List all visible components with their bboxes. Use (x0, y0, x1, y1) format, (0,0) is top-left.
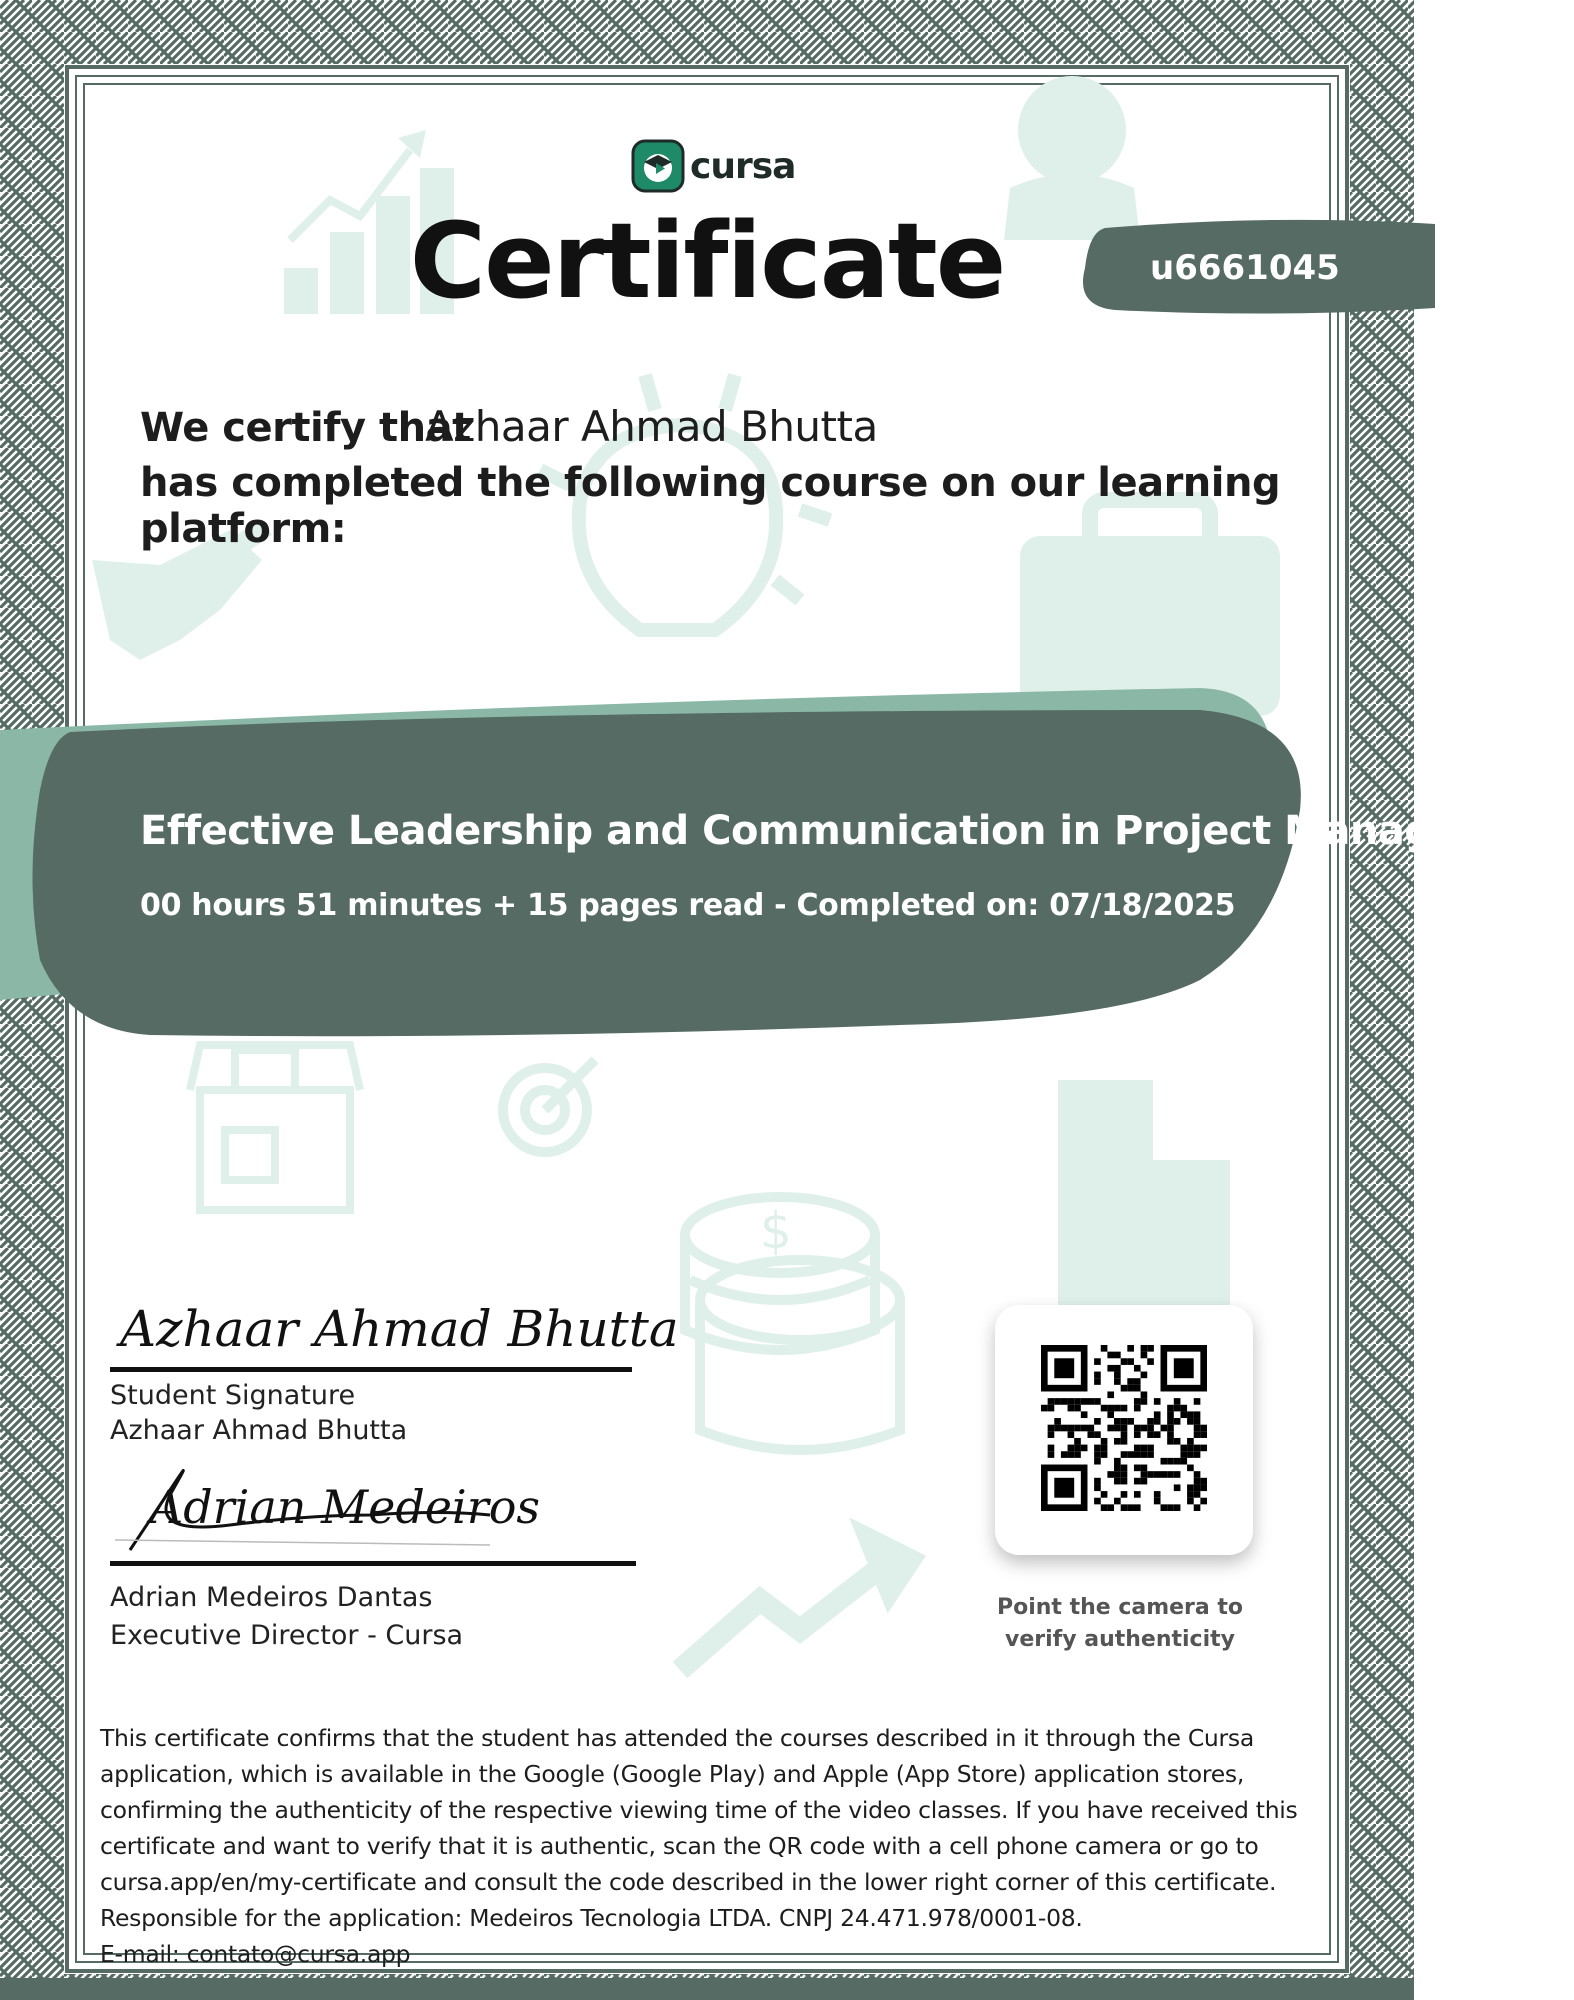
director-signature-line (110, 1561, 636, 1566)
director-name: Adrian Medeiros Dantas (110, 1582, 433, 1613)
course-name: Effective Leadership and Communication in Project Management (140, 808, 1574, 854)
storefront-icon (190, 1045, 360, 1210)
completed-line: has completed the following course on our learning platform: (140, 460, 1281, 552)
footer-disclaimer (100, 1720, 1310, 1972)
student-signature-line (110, 1367, 632, 1372)
buildings-icon (1058, 1080, 1230, 1330)
qr-caption-line1: Point the camera to (996, 1595, 1244, 1620)
footer-line: This certificate confirms that the student has attended the courses described in it through the Cursa (100, 1724, 1254, 1752)
student-signature-label: Student Signature (110, 1380, 356, 1411)
student-signature-name: Azhaar Ahmad Bhutta (110, 1415, 408, 1446)
footer-line: cursa.app/en/my-certificate and consult the code described in the lower right corner of this certificate. (100, 1868, 1277, 1896)
director-signature-script: Adrian Medeiros (150, 1480, 541, 1534)
course-duration: 00 hours 51 minutes + 15 pages read - Completed on: 07/18/2025 (140, 888, 1236, 923)
footer-line: certificate and want to verify that it is authentic, scan the QR code with a cell phone camera or go to (100, 1832, 1259, 1860)
coins-icon (685, 1197, 900, 1450)
certificate-code: u6661045 (1150, 248, 1340, 288)
student-name: Azhaar Ahmad Bhutta (425, 402, 878, 451)
cursa-logo-icon (632, 140, 684, 192)
growth-arrows-icon (680, 1540, 910, 1670)
certify-prefix: We certify that (140, 405, 471, 451)
qr-caption (985, 1592, 1255, 1656)
qr-caption-line2: verify authenticity (1005, 1627, 1235, 1652)
target-icon (503, 1060, 595, 1152)
certificate-title: Certificate (409, 200, 1005, 322)
course-banner (0, 680, 1574, 1060)
qr-code-icon[interactable] (1041, 1345, 1207, 1511)
footer-line: E-mail: contato@cursa.app (100, 1940, 411, 1968)
footer-line: confirming the authenticity of the respective viewing time of the video classes. If you have received this (100, 1796, 1298, 1824)
qr-code-card[interactable] (995, 1305, 1253, 1555)
svg-text:$: $ (760, 1202, 792, 1260)
footer-line: application, which is available in the Google (Google Play) and Apple (App Store) application stores, (100, 1760, 1245, 1788)
director-title: Executive Director - Cursa (110, 1620, 464, 1651)
cursa-logo-text: cursa (690, 145, 796, 187)
student-signature-script: Azhaar Ahmad Bhutta (120, 1300, 679, 1358)
footer-line: Responsible for the application: Medeiros Tecnologia LTDA. CNPJ 24.471.978/0001-08. (100, 1904, 1083, 1932)
cursa-logo (632, 140, 795, 192)
